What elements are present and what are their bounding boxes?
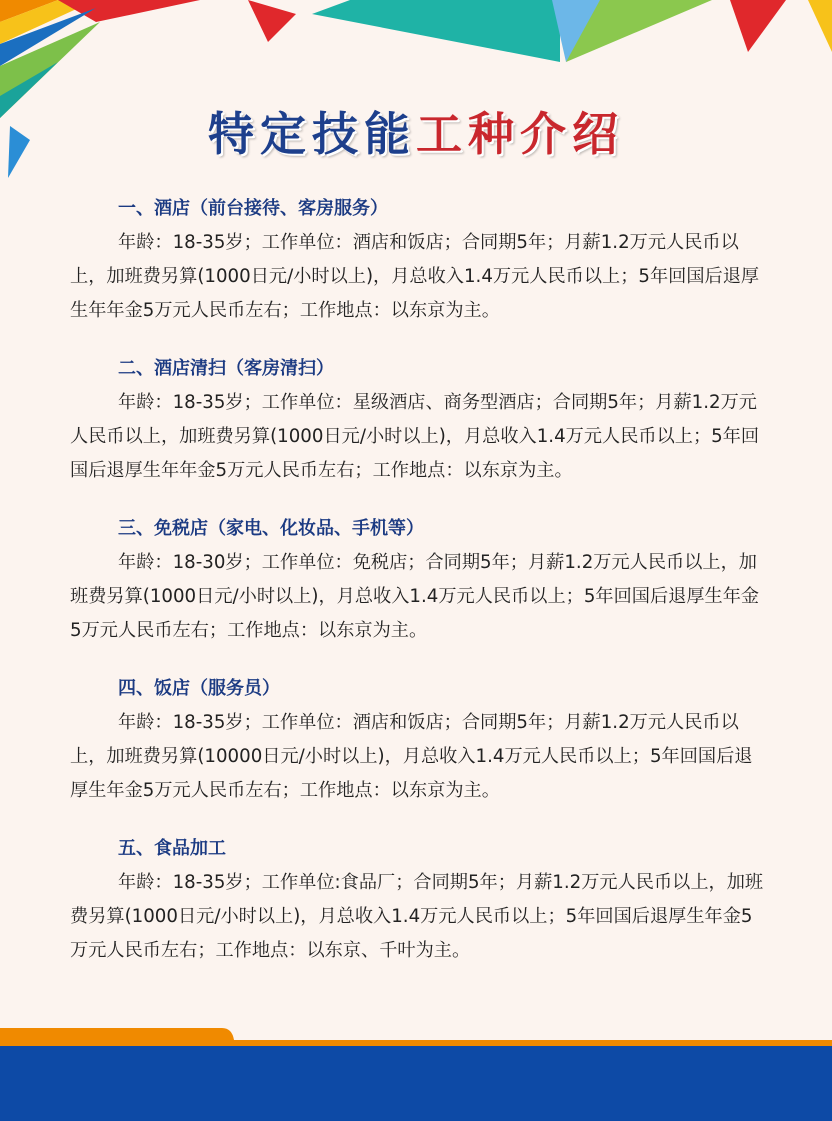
section-hotel-reception [70,192,770,328]
section-body: 年龄：18-30岁；工作单位：免税店；合同期5年；月薪1.2万元人民币以上，加班费另算(1000日元/小时以上)，月总收入1.4万元人民币以上；5年回国后退厚生年金5万元人民币左右；工作地点：以东京为主。 [70,552,760,641]
section-title: 一、酒店（前台接待、客房服务） [118,198,388,219]
section-restaurant [70,672,770,808]
page-title-part2: 工种介绍 [416,107,624,161]
deco-triangle-red-small [248,0,296,42]
section-body: 年龄：18-35岁；工作单位：酒店和饭店；合同期5年；月薪1.2万元人民币以上，加班费另算(10000日元/小时以上)，月总收入1.4万元人民币以上；5年回国后退厚生年金5万元人民币左右；工作地点：以东京为主。 [70,712,753,801]
footer-blue-band [0,1046,832,1121]
footer-orange-band [0,1028,832,1046]
section-title: 五、食品加工 [118,838,226,859]
section-body: 年龄：18-35岁；工作单位：酒店和饭店；合同期5年；月薪1.2万元人民币以上，加班费另算(1000日元/小时以上)，月总收入1.4万元人民币以上；5年回国后退厚生年年金5万元人民币左右；工作地点：以东京为主。 [70,232,760,321]
section-title: 三、免税店（家电、化妆品、手机等） [118,518,424,539]
deco-triangle-red-top [58,0,200,22]
deco-triangle-teal-center [312,0,560,62]
page-title [0,98,832,164]
section-body: 年龄：18-35岁；工作单位:食品厂；合同期5年；月薪1.2万元人民币以上，加班费另算(1000日元/小时以上)，月总收入1.4万元人民币以上；5年回国后退厚生年金5万元人民币左右；工作地点：以东京、千叶为主。 [70,872,764,961]
section-body: 年龄：18-35岁；工作单位：星级酒店、商务型酒店；合同期5年；月薪1.2万元人民币以上，加班费另算(1000日元/小时以上)，月总收入1.4万元人民币以上；5年回国后退厚生年年金5万元人民币左右；工作地点：以东京为主。 [70,392,760,481]
section-food-processing [70,832,770,968]
deco-triangle-yellow-right [808,0,832,52]
sections-list [70,192,770,992]
section-duty-free [70,512,770,648]
section-hotel-cleaning [70,352,770,488]
page-title-part1: 特定技能 [208,107,416,161]
section-title: 二、酒店清扫（客房清扫） [118,358,334,379]
section-title: 四、饭店（服务员） [118,678,280,699]
deco-triangle-red-right [730,0,786,52]
